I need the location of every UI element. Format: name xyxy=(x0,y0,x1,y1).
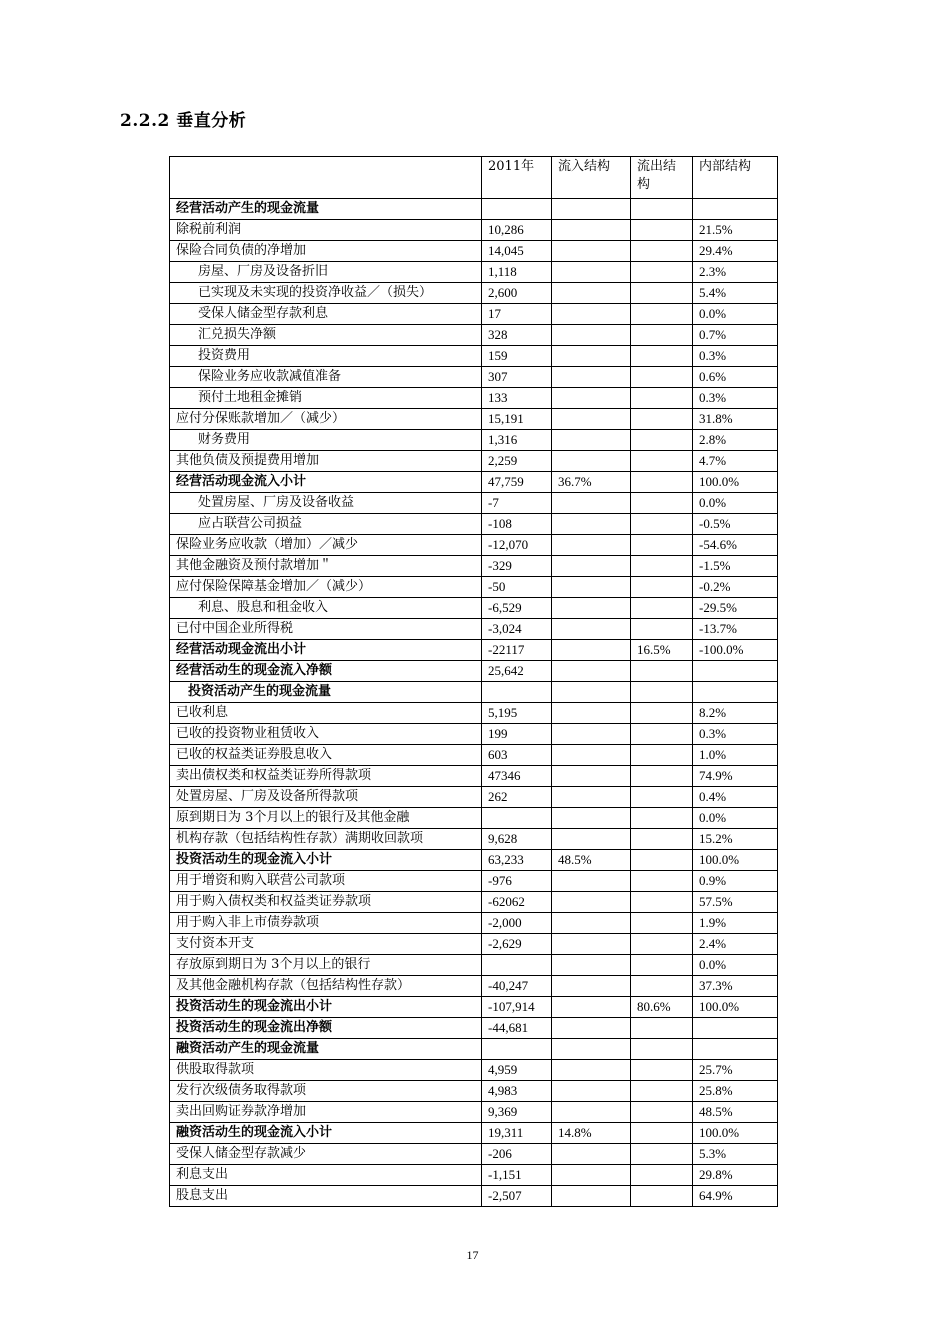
table-row xyxy=(170,325,778,346)
cell-outflow-structure xyxy=(631,871,693,892)
cell-inflow-structure xyxy=(552,682,631,703)
row-label: 融资活动产生的现金流量 xyxy=(170,1039,482,1060)
cell-internal-structure: 0.0% xyxy=(693,955,778,976)
cell-internal-structure: 1.9% xyxy=(693,913,778,934)
row-label: 保险合同负债的净增加 xyxy=(170,241,482,262)
table-row xyxy=(170,262,778,283)
cell-2011-value: -50 xyxy=(482,577,552,598)
cell-2011-value: 5,195 xyxy=(482,703,552,724)
cell-2011-value: -7 xyxy=(482,493,552,514)
cell-internal-structure: 31.8% xyxy=(693,409,778,430)
cell-internal-structure: 0.0% xyxy=(693,493,778,514)
cell-inflow-structure xyxy=(552,598,631,619)
cell-2011-value: 9,369 xyxy=(482,1102,552,1123)
row-label: 汇兑损失净额 xyxy=(170,325,482,346)
table-row xyxy=(170,1039,778,1060)
cell-inflow-structure xyxy=(552,913,631,934)
cell-inflow-structure xyxy=(552,451,631,472)
cell-inflow-structure xyxy=(552,955,631,976)
cell-internal-structure: 0.3% xyxy=(693,388,778,409)
cell-2011-value: -44,681 xyxy=(482,1018,552,1039)
cell-internal-structure: 0.6% xyxy=(693,367,778,388)
cell-outflow-structure xyxy=(631,1123,693,1144)
cell-outflow-structure xyxy=(631,703,693,724)
row-label: 投资活动生的现金流出净额 xyxy=(170,1018,482,1039)
cell-2011-value xyxy=(482,808,552,829)
cell-internal-structure xyxy=(693,661,778,682)
cell-2011-value: 2,259 xyxy=(482,451,552,472)
table-row xyxy=(170,787,778,808)
cell-inflow-structure xyxy=(552,1102,631,1123)
cell-inflow-structure xyxy=(552,934,631,955)
cell-outflow-structure xyxy=(631,535,693,556)
cell-outflow-structure xyxy=(631,1039,693,1060)
cell-2011-value: 15,191 xyxy=(482,409,552,430)
cell-internal-structure: 15.2% xyxy=(693,829,778,850)
cell-2011-value: 19,311 xyxy=(482,1123,552,1144)
cell-inflow-structure xyxy=(552,871,631,892)
row-label: 投资费用 xyxy=(170,346,482,367)
cell-2011-value: -2,507 xyxy=(482,1186,552,1207)
cell-internal-structure: 0.0% xyxy=(693,808,778,829)
cell-2011-value: -2,629 xyxy=(482,934,552,955)
row-label: 处置房屋、厂房及设备所得款项 xyxy=(170,787,482,808)
table-row xyxy=(170,598,778,619)
cell-outflow-structure xyxy=(631,1144,693,1165)
header-cell-inflow-structure: 流入结构 xyxy=(552,157,631,199)
row-label: 融资活动生的现金流入小计 xyxy=(170,1123,482,1144)
cell-internal-structure: 21.5% xyxy=(693,220,778,241)
cell-inflow-structure xyxy=(552,262,631,283)
cell-outflow-structure xyxy=(631,493,693,514)
cell-2011-value: 47346 xyxy=(482,766,552,787)
cell-inflow-structure xyxy=(552,808,631,829)
cell-outflow-structure xyxy=(631,1081,693,1102)
cell-internal-structure: 2.3% xyxy=(693,262,778,283)
cell-outflow-structure xyxy=(631,388,693,409)
cell-outflow-structure xyxy=(631,1060,693,1081)
cell-outflow-structure xyxy=(631,1186,693,1207)
row-label: 原到期日为 3个月以上的银行及其他金融 xyxy=(170,808,482,829)
cell-internal-structure: 0.3% xyxy=(693,724,778,745)
cell-2011-value: -62062 xyxy=(482,892,552,913)
table-row xyxy=(170,1123,778,1144)
cell-2011-value: 603 xyxy=(482,745,552,766)
cell-internal-structure: 0.9% xyxy=(693,871,778,892)
cell-inflow-structure xyxy=(552,766,631,787)
cell-outflow-structure xyxy=(631,577,693,598)
cell-2011-value: -108 xyxy=(482,514,552,535)
cell-inflow-structure xyxy=(552,388,631,409)
cell-inflow-structure xyxy=(552,283,631,304)
cell-internal-structure xyxy=(693,199,778,220)
cell-inflow-structure xyxy=(552,892,631,913)
cell-inflow-structure xyxy=(552,577,631,598)
row-label: 财务费用 xyxy=(170,430,482,451)
row-label: 及其他金融机构存款（包括结构性存款） xyxy=(170,976,482,997)
row-label: 经营活动生的现金流入净额 xyxy=(170,661,482,682)
cell-inflow-structure xyxy=(552,535,631,556)
table-row xyxy=(170,1060,778,1081)
table-row xyxy=(170,577,778,598)
cell-2011-value: 133 xyxy=(482,388,552,409)
cell-2011-value xyxy=(482,199,552,220)
row-label: 受保人储金型存款减少 xyxy=(170,1144,482,1165)
cell-outflow-structure: 16.5% xyxy=(631,640,693,661)
table-row xyxy=(170,955,778,976)
cell-2011-value xyxy=(482,1039,552,1060)
cell-inflow-structure xyxy=(552,997,631,1018)
cell-outflow-structure xyxy=(631,346,693,367)
row-label: 已收利息 xyxy=(170,703,482,724)
cell-2011-value: 159 xyxy=(482,346,552,367)
cell-inflow-structure xyxy=(552,325,631,346)
cell-2011-value: 199 xyxy=(482,724,552,745)
table-row xyxy=(170,556,778,577)
cell-inflow-structure xyxy=(552,514,631,535)
table-row xyxy=(170,241,778,262)
cell-outflow-structure xyxy=(631,367,693,388)
cell-internal-structure xyxy=(693,1018,778,1039)
row-label: 经营活动产生的现金流量 xyxy=(170,199,482,220)
table-row xyxy=(170,766,778,787)
cell-inflow-structure xyxy=(552,661,631,682)
cell-inflow-structure xyxy=(552,556,631,577)
cell-2011-value: 17 xyxy=(482,304,552,325)
row-label: 其他负债及预提费用增加 xyxy=(170,451,482,472)
cell-outflow-structure xyxy=(631,262,693,283)
cell-2011-value: 262 xyxy=(482,787,552,808)
cell-2011-value: 47,759 xyxy=(482,472,552,493)
cell-internal-structure: 0.0% xyxy=(693,304,778,325)
cell-2011-value: -206 xyxy=(482,1144,552,1165)
table-row xyxy=(170,640,778,661)
row-label: 经营活动现金流入小计 xyxy=(170,472,482,493)
row-label: 存放原到期日为 3个月以上的银行 xyxy=(170,955,482,976)
cell-internal-structure: -0.2% xyxy=(693,577,778,598)
table-row xyxy=(170,829,778,850)
cell-inflow-structure xyxy=(552,1165,631,1186)
row-label: 其他金融资及预付款增加＂ xyxy=(170,556,482,577)
header-cell-year: 2011年 xyxy=(482,157,552,199)
row-label: 利息、股息和租金收入 xyxy=(170,598,482,619)
cell-inflow-structure xyxy=(552,304,631,325)
cell-internal-structure: 29.4% xyxy=(693,241,778,262)
row-label: 预付土地租金摊销 xyxy=(170,388,482,409)
row-label: 已收的权益类证券股息收入 xyxy=(170,745,482,766)
cell-2011-value: 4,959 xyxy=(482,1060,552,1081)
table-row xyxy=(170,1018,778,1039)
cell-outflow-structure xyxy=(631,892,693,913)
row-label: 已付中国企业所得税 xyxy=(170,619,482,640)
cell-internal-structure xyxy=(693,1039,778,1060)
cell-2011-value xyxy=(482,955,552,976)
cell-internal-structure: 100.0% xyxy=(693,850,778,871)
row-label: 用于购入债权类和权益类证券款项 xyxy=(170,892,482,913)
cell-outflow-structure xyxy=(631,955,693,976)
table-header-row xyxy=(170,157,778,199)
cell-internal-structure: -54.6% xyxy=(693,535,778,556)
cell-internal-structure: 100.0% xyxy=(693,472,778,493)
cell-outflow-structure xyxy=(631,619,693,640)
cell-internal-structure xyxy=(693,682,778,703)
table-row xyxy=(170,430,778,451)
table-row xyxy=(170,808,778,829)
cell-internal-structure: 2.8% xyxy=(693,430,778,451)
table-row xyxy=(170,745,778,766)
cell-internal-structure: -1.5% xyxy=(693,556,778,577)
cell-outflow-structure xyxy=(631,1165,693,1186)
table-row xyxy=(170,220,778,241)
cell-internal-structure: 29.8% xyxy=(693,1165,778,1186)
cell-inflow-structure xyxy=(552,640,631,661)
cell-outflow-structure xyxy=(631,241,693,262)
table-row xyxy=(170,367,778,388)
cell-inflow-structure: 36.7% xyxy=(552,472,631,493)
cell-outflow-structure xyxy=(631,745,693,766)
table-row xyxy=(170,1102,778,1123)
cell-outflow-structure xyxy=(631,934,693,955)
cell-internal-structure: -13.7% xyxy=(693,619,778,640)
row-label: 保险业务应收款减值准备 xyxy=(170,367,482,388)
row-label: 机构存款（包括结构性存款）满期收回款项 xyxy=(170,829,482,850)
cell-2011-value: 63,233 xyxy=(482,850,552,871)
header-cell-internal-structure: 内部结构 xyxy=(693,157,778,199)
page-number: 17 xyxy=(466,1248,479,1262)
cell-internal-structure: 74.9% xyxy=(693,766,778,787)
table-row xyxy=(170,346,778,367)
cell-outflow-structure xyxy=(631,829,693,850)
cell-inflow-structure xyxy=(552,409,631,430)
cell-internal-structure: 25.8% xyxy=(693,1081,778,1102)
cell-outflow-structure xyxy=(631,325,693,346)
cell-2011-value: 4,983 xyxy=(482,1081,552,1102)
cell-outflow-structure xyxy=(631,913,693,934)
cell-outflow-structure xyxy=(631,220,693,241)
cell-inflow-structure xyxy=(552,1144,631,1165)
row-label: 应付保险保障基金增加／（减少） xyxy=(170,577,482,598)
cell-inflow-structure xyxy=(552,220,631,241)
row-label: 支付资本开支 xyxy=(170,934,482,955)
row-label: 房屋、厂房及设备折旧 xyxy=(170,262,482,283)
table-row xyxy=(170,850,778,871)
row-label: 保险业务应收款（增加）／减少 xyxy=(170,535,482,556)
cell-2011-value: 14,045 xyxy=(482,241,552,262)
cell-outflow-structure xyxy=(631,976,693,997)
table-row xyxy=(170,871,778,892)
row-label: 已收的投资物业租赁收入 xyxy=(170,724,482,745)
cell-internal-structure: 64.9% xyxy=(693,1186,778,1207)
cell-internal-structure: -29.5% xyxy=(693,598,778,619)
cell-inflow-structure xyxy=(552,493,631,514)
row-label: 除税前利润 xyxy=(170,220,482,241)
cell-internal-structure: 25.7% xyxy=(693,1060,778,1081)
table-row xyxy=(170,724,778,745)
cell-outflow-structure xyxy=(631,661,693,682)
cell-2011-value: -1,151 xyxy=(482,1165,552,1186)
cell-2011-value: 9,628 xyxy=(482,829,552,850)
cell-inflow-structure xyxy=(552,745,631,766)
table-row xyxy=(170,493,778,514)
row-label: 投资活动产生的现金流量 xyxy=(170,682,482,703)
row-label: 供股取得款项 xyxy=(170,1060,482,1081)
cell-2011-value: -22117 xyxy=(482,640,552,661)
table-row xyxy=(170,892,778,913)
cell-internal-structure: 100.0% xyxy=(693,997,778,1018)
cell-2011-value: 25,642 xyxy=(482,661,552,682)
table-row xyxy=(170,409,778,430)
table-row xyxy=(170,913,778,934)
cell-outflow-structure xyxy=(631,598,693,619)
cell-inflow-structure xyxy=(552,1081,631,1102)
table-row xyxy=(170,1165,778,1186)
cell-inflow-structure xyxy=(552,787,631,808)
row-label: 投资活动生的现金流出小计 xyxy=(170,997,482,1018)
cell-2011-value: 307 xyxy=(482,367,552,388)
header-cell-label xyxy=(170,157,482,199)
cell-2011-value: 1,118 xyxy=(482,262,552,283)
row-label: 经营活动现金流出小计 xyxy=(170,640,482,661)
cell-2011-value: -12,070 xyxy=(482,535,552,556)
cell-outflow-structure xyxy=(631,1018,693,1039)
row-label: 投资活动生的现金流入小计 xyxy=(170,850,482,871)
table-row xyxy=(170,661,778,682)
cell-outflow-structure xyxy=(631,724,693,745)
cell-outflow-structure xyxy=(631,283,693,304)
cell-internal-structure: 8.2% xyxy=(693,703,778,724)
cell-outflow-structure xyxy=(631,199,693,220)
row-label: 股息支出 xyxy=(170,1186,482,1207)
row-label: 应付分保账款增加／（减少） xyxy=(170,409,482,430)
cell-internal-structure: 37.3% xyxy=(693,976,778,997)
cell-2011-value: 10,286 xyxy=(482,220,552,241)
cell-outflow-structure xyxy=(631,787,693,808)
cell-inflow-structure xyxy=(552,1039,631,1060)
header-cell-outflow-structure: 流出结构 xyxy=(631,157,693,199)
cell-outflow-structure xyxy=(631,766,693,787)
row-label: 利息支出 xyxy=(170,1165,482,1186)
table-row xyxy=(170,619,778,640)
cell-2011-value: -976 xyxy=(482,871,552,892)
cell-2011-value: -2,000 xyxy=(482,913,552,934)
table-row xyxy=(170,997,778,1018)
cell-internal-structure: 5.3% xyxy=(693,1144,778,1165)
table-row xyxy=(170,1186,778,1207)
cell-inflow-structure xyxy=(552,1186,631,1207)
table-row xyxy=(170,976,778,997)
row-label: 已实现及未实现的投资净收益／（损失） xyxy=(170,283,482,304)
cell-2011-value: -40,247 xyxy=(482,976,552,997)
cell-2011-value: -3,024 xyxy=(482,619,552,640)
table-row xyxy=(170,703,778,724)
cell-inflow-structure xyxy=(552,367,631,388)
cell-inflow-structure xyxy=(552,1060,631,1081)
cell-inflow-structure xyxy=(552,430,631,451)
cell-2011-value: -6,529 xyxy=(482,598,552,619)
table-row xyxy=(170,535,778,556)
table-row xyxy=(170,682,778,703)
row-label: 处置房屋、厂房及设备收益 xyxy=(170,493,482,514)
cell-outflow-structure xyxy=(631,304,693,325)
cell-internal-structure: 0.3% xyxy=(693,346,778,367)
cell-outflow-structure xyxy=(631,451,693,472)
cell-inflow-structure: 48.5% xyxy=(552,850,631,871)
cell-2011-value: 2,600 xyxy=(482,283,552,304)
cell-internal-structure: 48.5% xyxy=(693,1102,778,1123)
cell-internal-structure: 5.4% xyxy=(693,283,778,304)
cell-outflow-structure xyxy=(631,409,693,430)
row-label: 应占联营公司损益 xyxy=(170,514,482,535)
cell-2011-value: 1,316 xyxy=(482,430,552,451)
cell-inflow-structure xyxy=(552,199,631,220)
cell-inflow-structure xyxy=(552,241,631,262)
cell-inflow-structure xyxy=(552,703,631,724)
cell-outflow-structure xyxy=(631,1102,693,1123)
row-label: 用于增资和购入联营公司款项 xyxy=(170,871,482,892)
cell-inflow-structure xyxy=(552,346,631,367)
cell-outflow-structure xyxy=(631,808,693,829)
cell-internal-structure: 100.0% xyxy=(693,1123,778,1144)
cash-flow-vertical-analysis-table xyxy=(169,156,778,1207)
table-row xyxy=(170,283,778,304)
row-label: 发行次级债务取得款项 xyxy=(170,1081,482,1102)
table-row xyxy=(170,451,778,472)
row-label: 用于购入非上市债券款项 xyxy=(170,913,482,934)
cell-inflow-structure xyxy=(552,976,631,997)
cell-outflow-structure xyxy=(631,514,693,535)
row-label: 卖出债权类和权益类证券所得款项 xyxy=(170,766,482,787)
cell-2011-value: -329 xyxy=(482,556,552,577)
cell-internal-structure: 4.7% xyxy=(693,451,778,472)
table-row xyxy=(170,472,778,493)
table-row xyxy=(170,1144,778,1165)
section-title: 2.2.2 垂直分析 xyxy=(120,111,247,131)
cell-inflow-structure: 14.8% xyxy=(552,1123,631,1144)
row-label: 卖出回购证券款净增加 xyxy=(170,1102,482,1123)
cell-internal-structure: 0.7% xyxy=(693,325,778,346)
cell-outflow-structure: 80.6% xyxy=(631,997,693,1018)
cell-internal-structure: 2.4% xyxy=(693,934,778,955)
cell-internal-structure: 0.4% xyxy=(693,787,778,808)
table-row xyxy=(170,304,778,325)
cell-2011-value: 328 xyxy=(482,325,552,346)
table-row xyxy=(170,934,778,955)
cell-outflow-structure xyxy=(631,430,693,451)
table-row xyxy=(170,388,778,409)
cell-inflow-structure xyxy=(552,829,631,850)
cell-internal-structure: -0.5% xyxy=(693,514,778,535)
cell-internal-structure: -100.0% xyxy=(693,640,778,661)
cell-outflow-structure xyxy=(631,556,693,577)
cell-outflow-structure xyxy=(631,472,693,493)
table-row xyxy=(170,1081,778,1102)
cell-2011-value xyxy=(482,682,552,703)
row-label: 受保人储金型存款利息 xyxy=(170,304,482,325)
cell-2011-value: -107,914 xyxy=(482,997,552,1018)
cell-inflow-structure xyxy=(552,724,631,745)
cell-outflow-structure xyxy=(631,682,693,703)
table-row xyxy=(170,514,778,535)
cell-inflow-structure xyxy=(552,1018,631,1039)
cell-internal-structure: 57.5% xyxy=(693,892,778,913)
cell-inflow-structure xyxy=(552,619,631,640)
table-row xyxy=(170,199,778,220)
cell-internal-structure: 1.0% xyxy=(693,745,778,766)
cell-outflow-structure xyxy=(631,850,693,871)
